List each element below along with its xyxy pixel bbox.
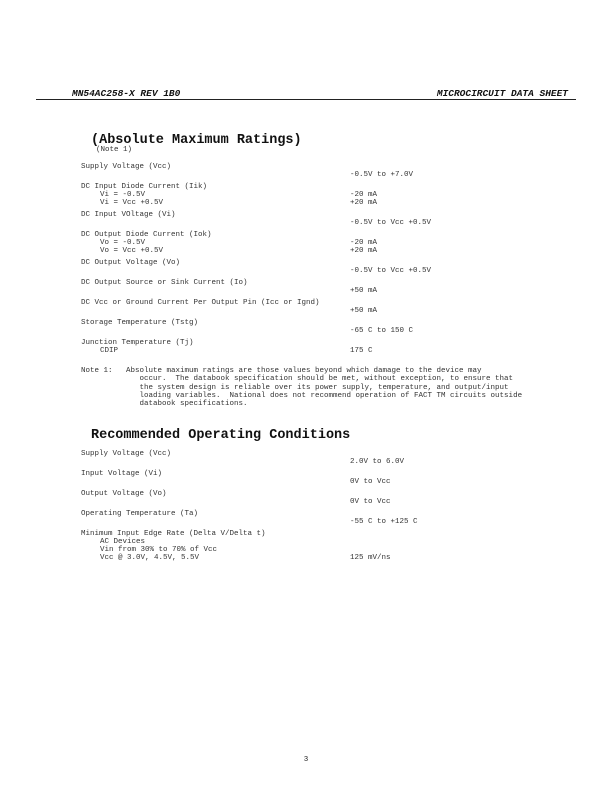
header-rule [36,99,576,100]
rec-row-value: 125 mV/ns [350,554,391,562]
abs-row-value: -65 C to 150 C [350,327,414,335]
rec-row-sub: AC Devices [100,538,146,546]
abs-row-label: DC Input Diode Current (Iik) [81,183,208,191]
abs-row-value: -20 mA [350,191,378,199]
abs-row-label: DC Output Voltage (Vo) [81,259,181,267]
abs-row-value: +20 mA [350,247,378,255]
abs-row-label: Supply Voltage (Vcc) [81,163,172,171]
rec-row-value: -55 C to +125 C [350,518,418,526]
abs-row-value: -0.5V to Vcc +0.5V [350,219,432,227]
abs-max-title: (Absolute Maximum Ratings) [91,133,302,148]
note1-line: Absolute maximum ratings are those values beyond which damage to the device may [126,367,482,375]
abs-row-value: -0.5V to Vcc +0.5V [350,267,432,275]
note1-line: occur. The databook specification should be met, without exception, to ensure that [126,375,514,384]
rec-row-value: 0V to Vcc [350,498,391,506]
rec-row-label: Minimum Input Edge Rate (Delta V/Delta t) [81,530,266,538]
abs-row-label: Junction Temperature (Tj) [81,339,194,347]
abs-row-sub: Vi = Vcc +0.5V [100,199,164,207]
abs-row-value: +20 mA [350,199,378,207]
abs-row-sub: Vo = -0.5V [100,239,146,247]
rec-row-sub: Vin from 30% to 70% of Vcc [100,546,218,554]
abs-row-value: -20 mA [350,239,378,247]
rec-row-value: 0V to Vcc [350,478,391,486]
abs-row-sub: Vi = -0.5V [100,191,146,199]
abs-row-sub: Vo = Vcc +0.5V [100,247,164,255]
rec-row-sub: Vcc @ 3.0V, 4.5V, 5.5V [100,554,200,562]
abs-max-note-ref: (Note 1) [96,146,133,154]
rec-row-label: Operating Temperature (Ta) [81,510,199,518]
abs-row-value: +50 mA [350,287,378,295]
abs-row-label: DC Vcc or Ground Current Per Output Pin (Icc or Ignd) [81,299,320,307]
note1-body [126,367,566,408]
page-number: 3 [303,756,309,764]
rec-row-label: Input Voltage (Vi) [81,470,163,478]
rec-op-title: Recommended Operating Conditions [91,428,351,443]
abs-row-sub: CDIP [100,347,119,355]
abs-row-label: Storage Temperature (Tstg) [81,319,199,327]
note1-line: the system design is reliable over its power supply, temperature, and output/input [126,383,509,392]
rec-row-value: 2.0V to 6.0V [350,458,405,466]
abs-row-label: DC Output Source or Sink Current (Io) [81,279,248,287]
abs-row-label: DC Output Diode Current (Iok) [81,231,212,239]
note1-line: databook specifications. [126,400,248,409]
abs-row-value: -0.5V to +7.0V [350,171,414,179]
abs-row-label: DC Input VOltage (Vi) [81,211,176,219]
abs-row-value: +50 mA [350,307,378,315]
document-header-left: MN54AC258-X REV 1B0 [72,88,181,99]
abs-row-value: 175 C [350,347,373,355]
note1-heading: Note 1: [81,367,113,375]
document-header-right: MICROCIRCUIT DATA SHEET [436,88,568,99]
rec-row-label: Output Voltage (Vo) [81,490,167,498]
rec-row-label: Supply Voltage (Vcc) [81,450,172,458]
note1-line: loading variables. National does not recommend operation of FACT TM circuits outside [126,391,523,400]
